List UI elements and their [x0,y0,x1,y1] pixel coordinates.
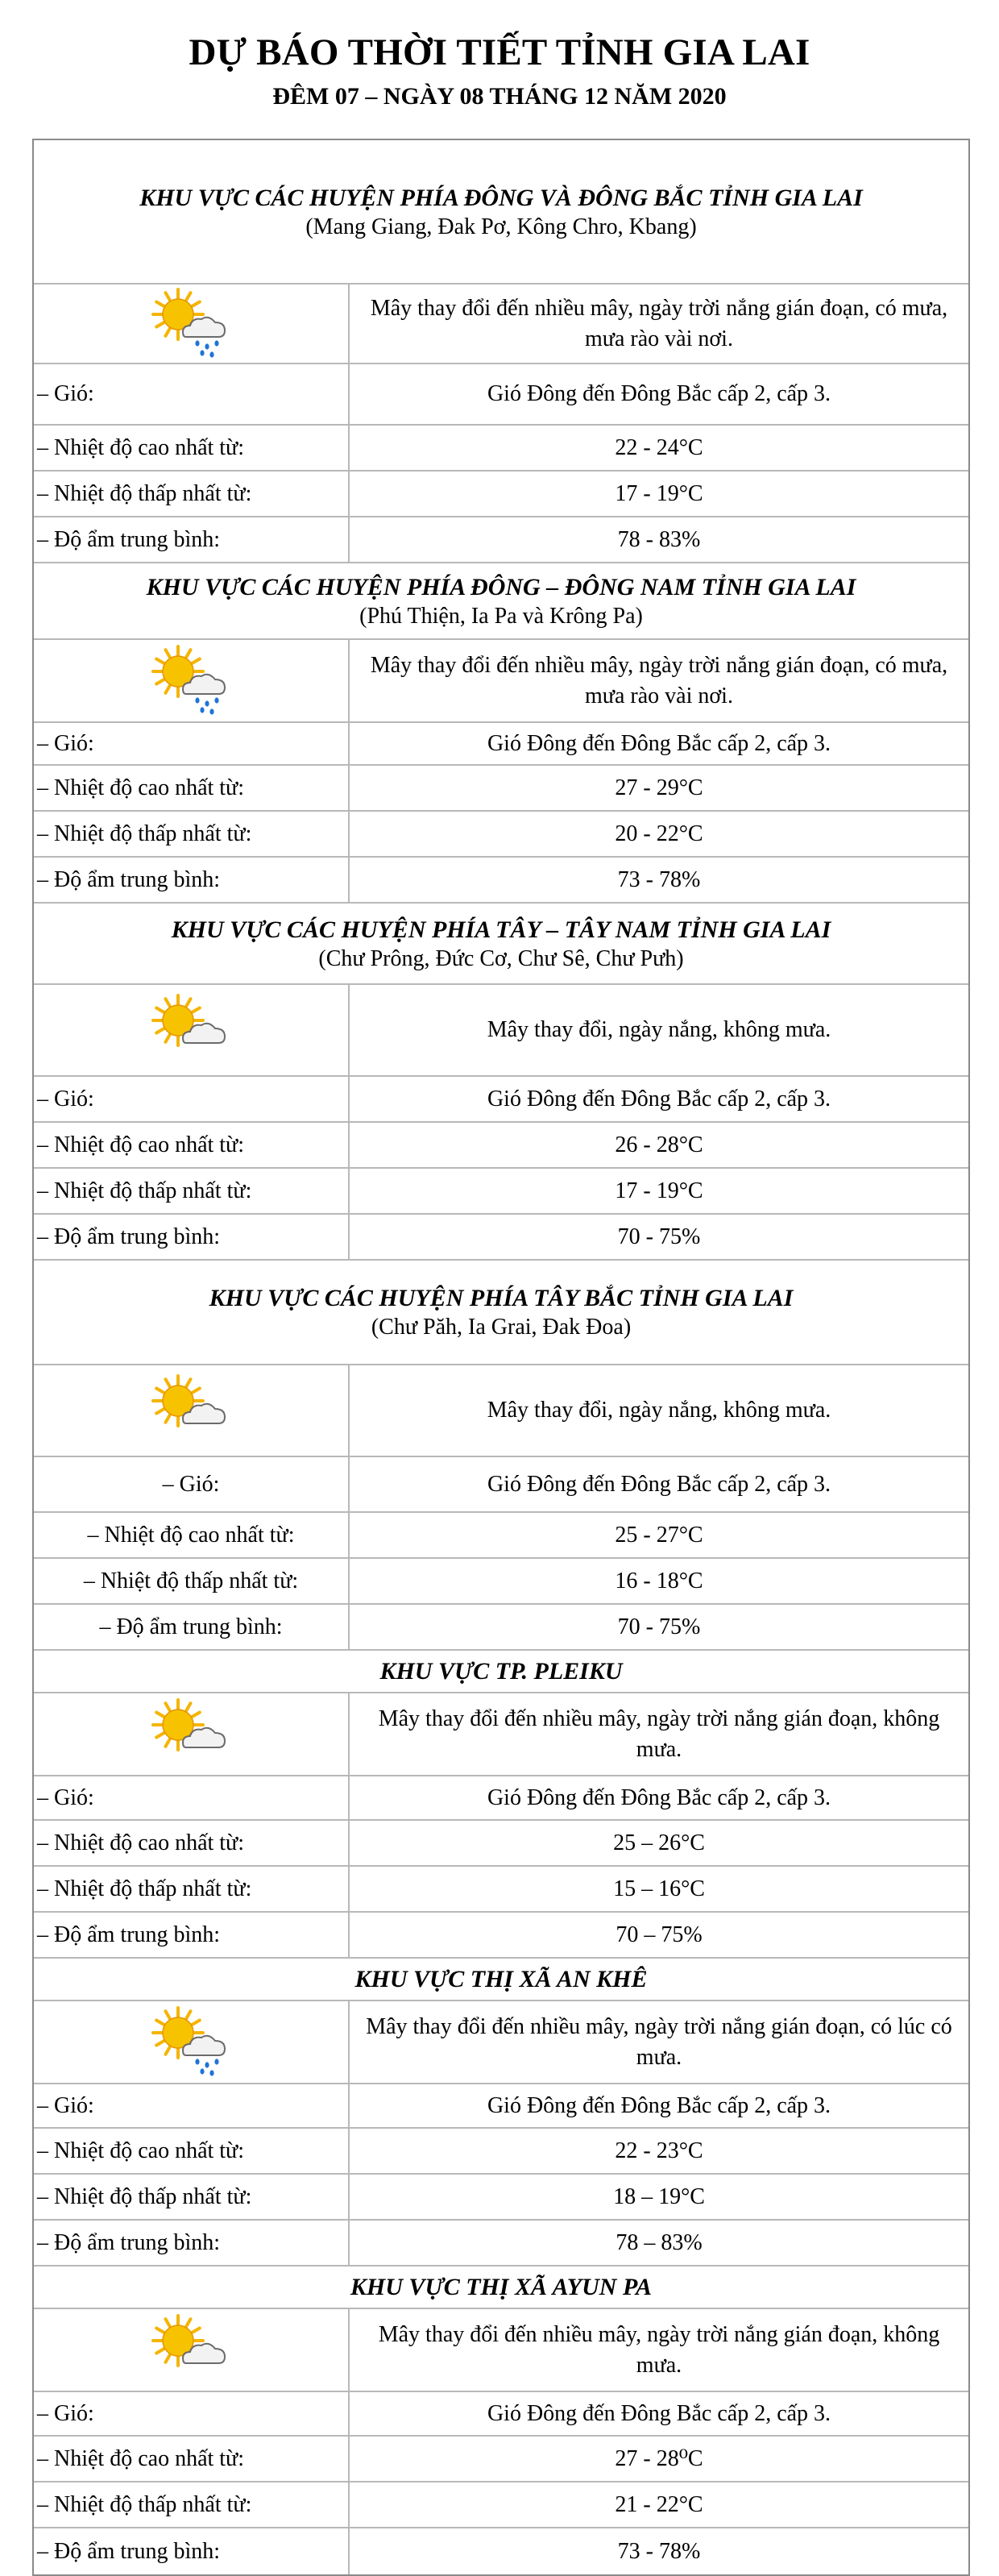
max-temp-row [34,766,968,812]
page-title: DỰ BÁO THỜI TIẾT TỈNH GIA LAI [189,31,810,73]
max-temp-row [34,2437,968,2483]
wind-label: – Gió: [34,364,350,424]
humidity-label: – Độ ẩm trung bình: [34,858,350,902]
min-temp-value: 16 - 18°C [615,1568,703,1593]
max-temp-label: – Nhiệt độ cao nhất từ: [34,2437,350,2481]
wind-label: – Gió: [34,2392,350,2435]
wind-label: – Gió: [34,2084,350,2127]
humidity-value: 70 – 75% [616,1922,703,1947]
region-title: KHU VỰC CÁC HUYỆN PHÍA ĐÔNG VÀ ĐÔNG BẮC TỈNH GIA LAI [139,184,863,211]
region-header [34,904,968,985]
wind-row [34,723,968,766]
max-temp-row [34,426,968,472]
humidity-row [34,858,968,904]
min-temp-label: – Nhiệt độ thấp nhất từ: [34,2175,350,2219]
region-title: KHU VỰC THỊ XÃ AYUN PA [350,2273,653,2300]
wind-value: Gió Đông đến Đông Bắc cấp 2, cấp 3. [487,730,831,756]
description-row [34,2001,968,2084]
min-temp-row [34,472,968,517]
max-temp-value: 25 - 27°C [615,1522,703,1548]
region-title: KHU VỰC CÁC HUYỆN PHÍA TÂY BẮC TỈNH GIA LAI [209,1285,794,1311]
wind-value: Gió Đông đến Đông Bắc cấp 2, cấp 3. [487,2092,831,2118]
wind-value: Gió Đông đến Đông Bắc cấp 2, cấp 3. [487,381,831,406]
max-temp-row [34,2129,968,2175]
weather-description: Mây thay đổi đến nhiều mây, ngày trời nắng gián đoạn, có mưa, mưa rào vài nơi. [370,652,948,708]
min-temp-row [34,2483,968,2528]
wind-value: Gió Đông đến Đông Bắc cấp 2, cấp 3. [487,1471,831,1497]
weather-description: Mây thay đổi đến nhiều mây, ngày trời nắng gián đoạn, không mưa. [378,1706,940,1762]
wind-row [34,2392,968,2437]
wind-label: – Gió: [34,723,350,764]
humidity-value: 78 – 83% [616,2229,703,2255]
description-row [34,640,968,723]
sun-cloud-rain-icon [34,285,350,363]
region-areas: (Chư Prông, Đức Cơ, Chư Sê, Chư Pưh) [318,945,684,971]
humidity-row [34,2528,968,2574]
min-temp-value: 17 - 19°C [615,480,703,506]
min-temp-row [34,812,968,858]
min-temp-label: – Nhiệt độ thấp nhất từ: [34,472,350,516]
humidity-row [34,1215,968,1261]
min-temp-label: – Nhiệt độ thấp nhất từ: [34,2483,350,2527]
sun-cloud-icon [34,985,350,1075]
wind-row [34,1077,968,1123]
sun-cloud-icon [34,1365,350,1456]
region-title: KHU VỰC CÁC HUYỆN PHÍA TÂY – TÂY NAM TỈNH GIA LAI [171,916,831,943]
wind-label: – Gió: [34,1776,350,1819]
humidity-row [34,517,968,563]
humidity-label: – Độ ẩm trung bình: [34,2221,350,2265]
min-temp-row [34,1169,968,1215]
wind-label: – Gió: [34,1077,350,1121]
wind-label: – Gió: [34,1457,350,1511]
weather-description: Mây thay đổi đến nhiều mây, ngày trời nắng gián đoạn, có lúc có mưa. [366,2013,952,2070]
region-header [34,1261,968,1365]
humidity-label: – Độ ẩm trung bình: [34,517,350,562]
region-areas: (Mang Giang, Đak Pơ, Kông Chro, Kbang) [305,214,697,239]
wind-row [34,2084,968,2129]
max-temp-value: 27 - 28⁰C [615,2445,703,2471]
min-temp-row [34,2175,968,2221]
region-title: KHU VỰC TP. PLEIKU [379,1657,623,1685]
description-row [34,285,968,364]
description-row [34,985,968,1077]
weather-description: Mây thay đổi đến nhiều mây, ngày trời nắng gián đoạn, có mưa, mưa rào vài nơi. [370,295,948,351]
weather-description: Mây thay đổi, ngày nắng, không mưa. [487,1017,831,1042]
min-temp-value: 21 - 22°C [615,2491,703,2517]
page-subtitle: ĐÊM 07 – NGÀY 08 THÁNG 12 NĂM 2020 [272,83,727,110]
max-temp-value: 26 - 28°C [615,1132,703,1157]
sun-cloud-rain-icon [34,640,350,721]
max-temp-label: – Nhiệt độ cao nhất từ: [34,1513,350,1557]
max-temp-label: – Nhiệt độ cao nhất từ: [34,1821,350,1865]
min-temp-label: – Nhiệt độ thấp nhất từ: [34,1867,350,1911]
sun-cloud-icon [34,1693,350,1775]
max-temp-label: – Nhiệt độ cao nhất từ: [34,426,350,470]
max-temp-row [34,1123,968,1169]
region-title: KHU VỰC CÁC HUYỆN PHÍA ĐÔNG – ĐÔNG NAM TỈNH GIA LAI [146,573,856,600]
max-temp-label: – Nhiệt độ cao nhất từ: [34,1123,350,1167]
humidity-label: – Độ ẩm trung bình: [34,1215,350,1259]
max-temp-label: – Nhiệt độ cao nhất từ: [34,2129,350,2173]
humidity-value: 73 - 78% [617,866,701,892]
weather-description: Mây thay đổi, ngày nắng, không mưa. [487,1398,831,1423]
description-row [34,1365,968,1457]
region-header [34,563,968,640]
humidity-row [34,2221,968,2266]
humidity-value: 78 - 83% [617,526,701,552]
humidity-row [34,1913,968,1959]
description-row [34,1693,968,1776]
min-temp-label: – Nhiệt độ thấp nhất từ: [34,812,350,856]
min-temp-value: 18 – 19°C [613,2183,705,2209]
forecast-table [32,139,970,2576]
humidity-row [34,1605,968,1651]
wind-value: Gió Đông đến Đông Bắc cấp 2, cấp 3. [487,1785,831,1810]
humidity-label: – Độ ẩm trung bình: [34,1913,350,1957]
min-temp-row [34,1867,968,1913]
min-temp-value: 15 – 16°C [613,1876,705,1901]
humidity-value: 70 - 75% [617,1224,701,1249]
max-temp-value: 22 - 23°C [615,2138,703,2163]
max-temp-value: 22 - 24°C [615,434,703,460]
max-temp-label: – Nhiệt độ cao nhất từ: [34,766,350,810]
description-row [34,2309,968,2392]
region-title: KHU VỰC THỊ XÃ AN KHÊ [354,1965,648,1992]
max-temp-value: 25 – 26°C [613,1830,705,1855]
region-header [34,2266,968,2309]
region-areas: (Phú Thiện, Ia Pa và Krông Pa) [359,603,643,629]
wind-value: Gió Đông đến Đông Bắc cấp 2, cấp 3. [487,1086,831,1111]
min-temp-value: 17 - 19°C [615,1178,703,1203]
max-temp-row [34,1821,968,1867]
humidity-label: – Độ ẩm trung bình: [34,1605,350,1649]
wind-value: Gió Đông đến Đông Bắc cấp 2, cấp 3. [487,2400,831,2426]
humidity-label: – Độ ẩm trung bình: [34,2528,350,2574]
sun-cloud-rain-icon [34,2001,350,2083]
weather-description: Mây thay đổi đến nhiều mây, ngày trời nắng gián đoạn, không mưa. [378,2321,940,2378]
region-header [34,1959,968,2001]
wind-row [34,364,968,426]
humidity-value: 70 - 75% [617,1614,701,1639]
min-temp-label: – Nhiệt độ thấp nhất từ: [34,1559,350,1603]
min-temp-value: 20 - 22°C [615,821,703,846]
region-areas: (Chư Păh, Ia Grai, Đak Đoa) [371,1315,632,1340]
min-temp-label: – Nhiệt độ thấp nhất từ: [34,1169,350,1213]
max-temp-value: 27 - 29°C [615,775,703,800]
region-header [34,1651,968,1693]
wind-row [34,1776,968,1821]
max-temp-row [34,1513,968,1559]
region-header [34,140,968,285]
humidity-value: 73 - 78% [617,2538,701,2564]
wind-row [34,1457,968,1513]
min-temp-row [34,1559,968,1605]
